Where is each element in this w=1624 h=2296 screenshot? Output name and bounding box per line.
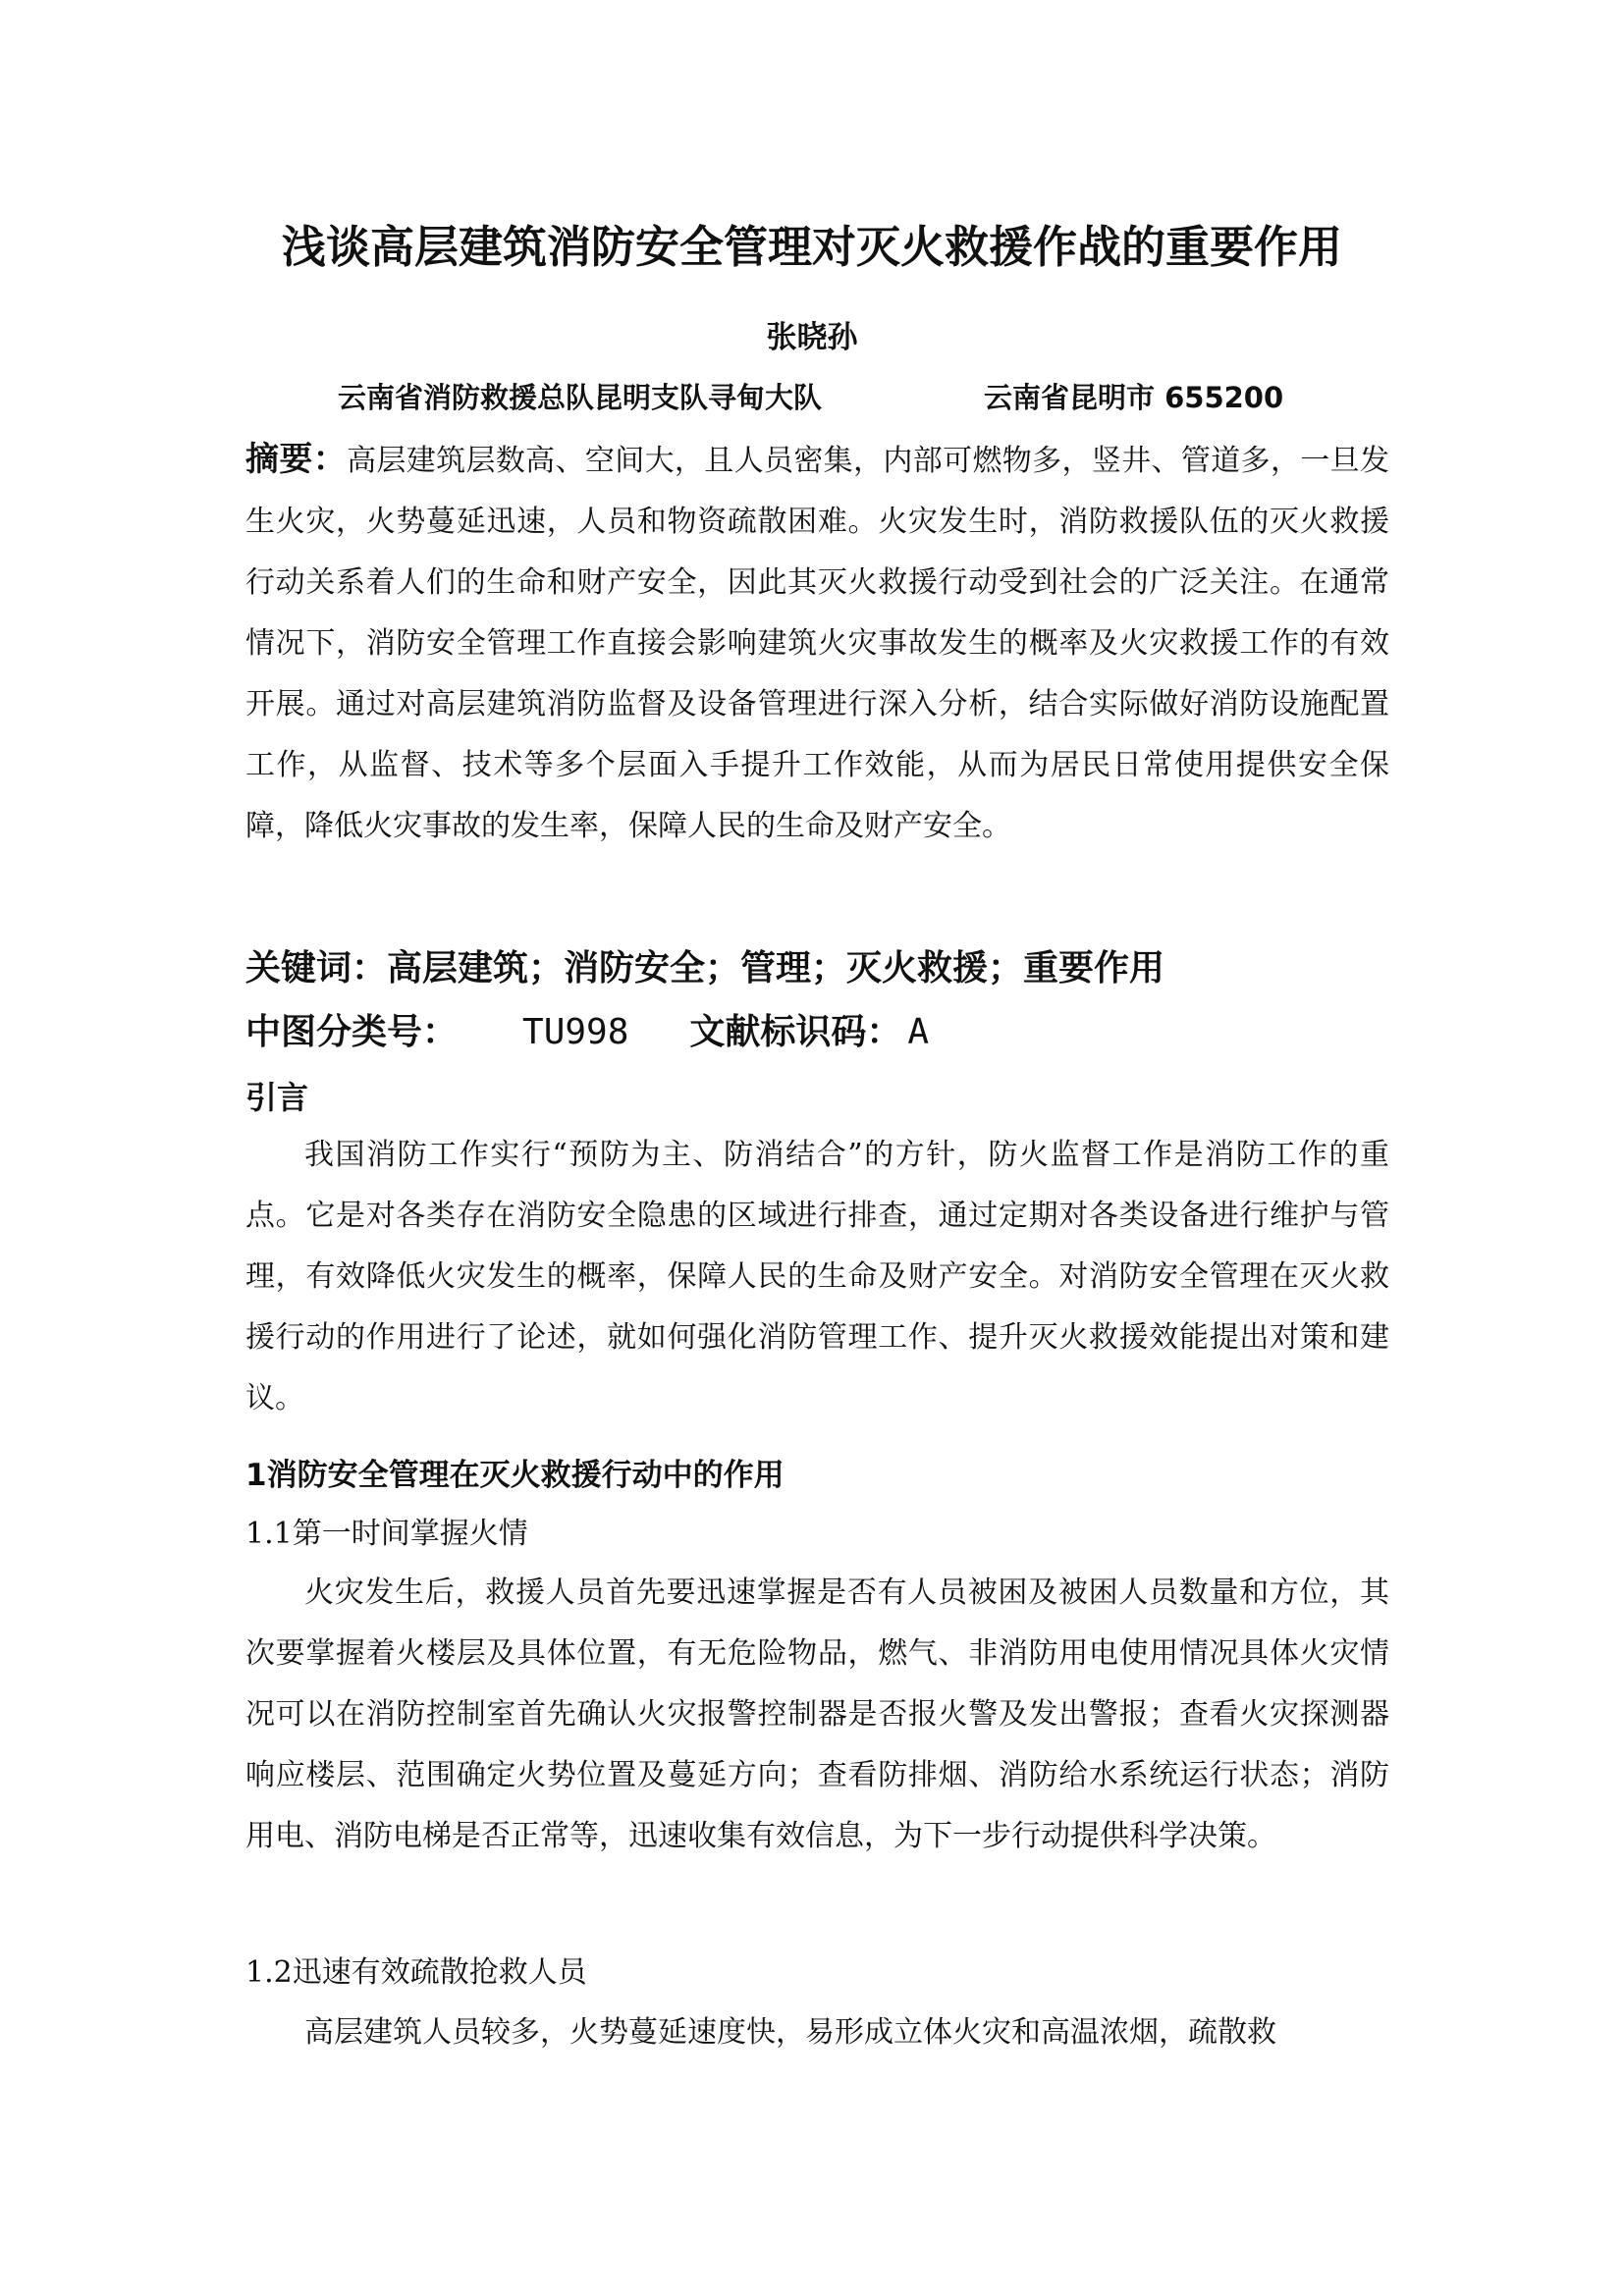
abstract-paragraph bbox=[245, 429, 1389, 857]
subsection-1-2-paragraph: 高层建筑人员较多，火势蔓延速度快，易形成立体火灾和高温浓烟，疏散救 bbox=[304, 2015, 1276, 2050]
keywords-line: 关键词：高层建筑；消防安全；管理；灭火救援；重要作用 bbox=[245, 948, 1165, 988]
document-code: A bbox=[907, 1012, 930, 1052]
affiliation-organization: 云南省消防救援总队昆明支队寻甸大队 bbox=[338, 381, 823, 414]
document-code-label: 文献标识码： bbox=[689, 1012, 902, 1052]
section-1-heading: 1消防安全管理在灭火救援行动中的作用 bbox=[245, 1458, 785, 1493]
classification-line bbox=[245, 1003, 929, 1062]
abstract-text: 高层建筑层数高、空间大，且人员密集，内部可燃物多，竖井、管道多，一旦发生火灾，火势蔓延迅速，人员和物资疏散困难。火灾发生时，消防救援队伍的灭火救援行动关系着人们的生命和财产安全，因此其灭火救援行动受到社会的广泛关注。在通常情况下，消防安全管理工作直接会影响建筑火灾事故发生的概率及火灾救援工作的有效开展。通过对高层建筑消防监督及设备管理进行深入分析，结合实际做好消防设施配置工作，从监督、技术等多个层面入手提升工作效能，从而为居民日常使用提供安全保障，降低火灾事故的发生率，保障人民的生命及财产安全。 bbox=[245, 444, 1390, 843]
subsection-1-1-paragraph: 火灾发生后，救援人员首先要迅速掌握是否有人员被困及被困人员数量和方位，其次要掌握着火楼层及具体位置，有无危险物品，燃气、非消防用电使用情况具体火灾情况可以在消防控制室首先确认火灾报警控制器是否报火警及发出警报；查看火灾探测器响应楼层、范围确定火势位置及蔓延方向；查看防排烟、消防给水系统运行状态；消防用电、消防电梯是否正常等，迅速收集有效信息，为下一步行动提供科学决策。 bbox=[245, 1575, 1389, 1853]
abstract-label: 摘要： bbox=[245, 440, 348, 479]
introduction-paragraph: 我国消防工作实行“预防为主、防消结合”的方针，防火监督工作是消防工作的重点。它是对各类存在消防安全隐患的区域进行排查，通过定期对各类设备进行维护与管理，有效降低火灾发生的概率，保障人民的生命及财产安全。对消防安全管理在灭火救援行动的作用进行了论述，就如何强化消防管理工作、提升灭火救援效能提出对策和建议。 bbox=[245, 1138, 1389, 1415]
author-name: 张晓孙 bbox=[766, 320, 858, 355]
affiliation-location: 云南省昆明市 655200 bbox=[984, 381, 1284, 414]
page-title: 浅谈高层建筑消防安全管理对灭火救援作战的重要作用 bbox=[281, 221, 1342, 273]
clc-code: TU998 bbox=[522, 1012, 629, 1052]
subsection-1-1-heading: 1.1第一时间掌握火情 bbox=[245, 1517, 528, 1551]
subsection-1-2-heading: 1.2迅速有效疏散抢救人员 bbox=[245, 1955, 587, 1990]
clc-label: 中图分类号： bbox=[245, 1012, 459, 1052]
introduction-heading: 引言 bbox=[245, 1079, 309, 1116]
